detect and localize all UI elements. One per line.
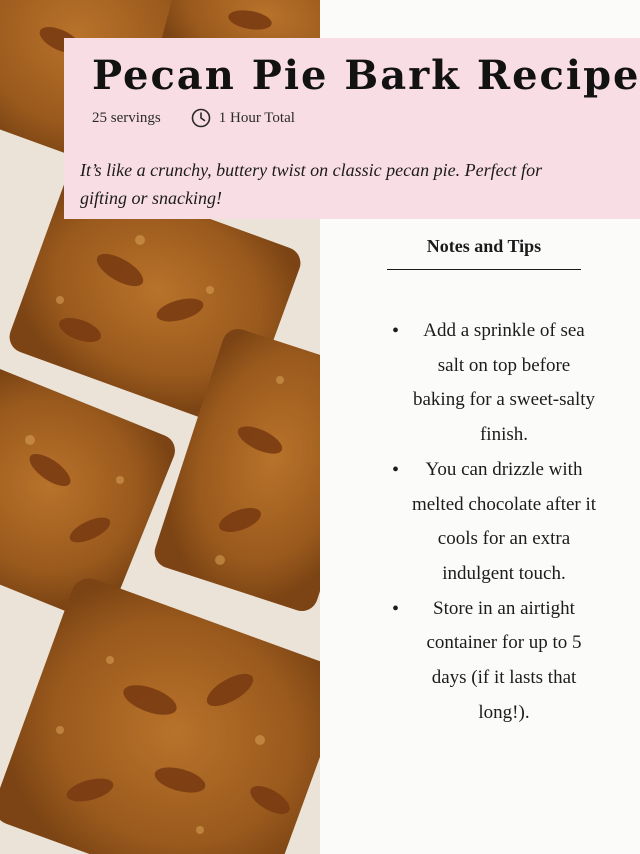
heading-divider	[387, 269, 581, 270]
tips-list	[392, 314, 598, 730]
servings-count: 25 servings	[92, 109, 161, 126]
recipe-meta	[92, 108, 295, 128]
recipe-header-card	[64, 38, 640, 219]
tip-item: • Add a sprinkle of sea salt on top before baking for a sweet-salty finish.	[392, 314, 598, 453]
tip-item: • Store in an airtight container for up to 5 days (if it lasts that long!).	[392, 592, 598, 731]
clock-icon	[191, 108, 211, 128]
recipe-description: It’s like a crunchy, buttery twist on classic pecan pie. Perfect for gifting or snacking!	[80, 160, 543, 208]
total-time-label: 1 Hour Total	[218, 109, 295, 126]
notes-heading: Notes and Tips	[426, 236, 542, 256]
total-time	[191, 108, 295, 128]
tip-item: • You can drizzle with melted chocolate after it cools for an extra indulgent touch.	[392, 453, 598, 592]
recipe-title: Pecan Pie Bark Recipe	[92, 52, 640, 99]
